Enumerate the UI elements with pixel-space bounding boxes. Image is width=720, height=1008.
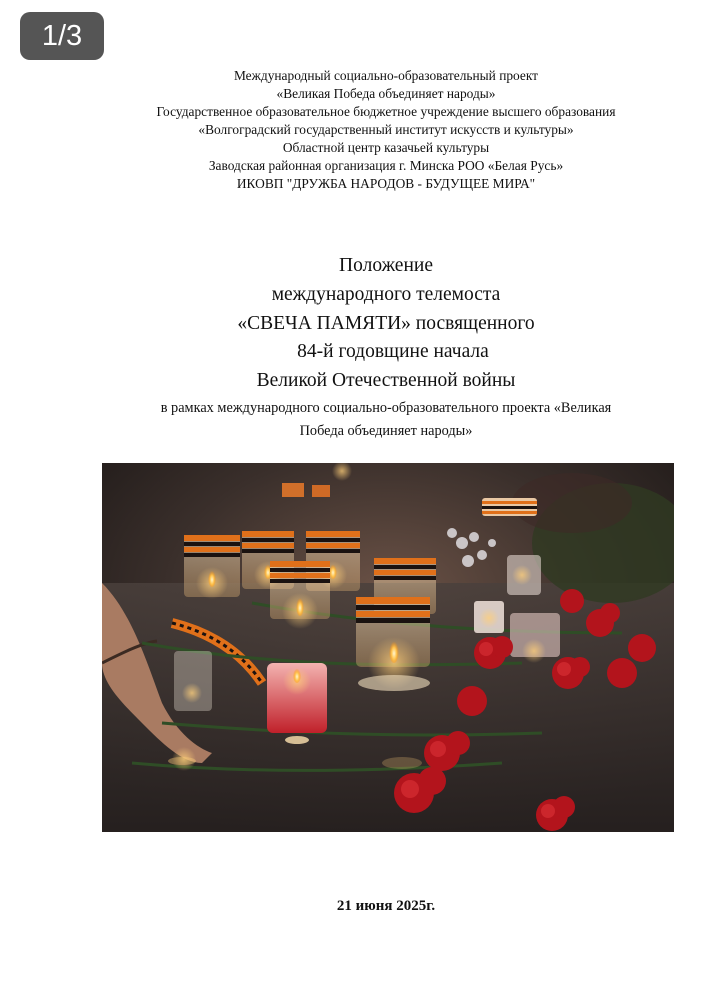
document-date: 21 июня 2025г. <box>336 898 436 914</box>
org-line-5: Областной центр казачьей культуры <box>282 140 490 155</box>
title-line-2: международного телемоста <box>271 283 501 305</box>
org-line-6: Заводская районная организация г. Минска РОО «Белая Русь» <box>208 158 564 173</box>
title-line-1: Положение <box>339 255 433 276</box>
org-line-3: Государственное образовательное бюджетное учреждение высшего образования <box>156 104 616 119</box>
title-line-5: Великой Отечественной войны <box>256 370 516 392</box>
memorial-candles-photo <box>102 463 674 832</box>
subtitle-line-2: Победа объединяет народы» <box>299 423 473 439</box>
document-subtitle <box>100 397 672 443</box>
title-line-3: «СВЕЧА ПАМЯТИ» посвященного <box>237 312 535 334</box>
org-line-4: «Волгоградский государственный институт искусств и культуры» <box>198 122 574 137</box>
page-indicator-badge: 1/3 <box>20 12 104 60</box>
org-line-1: Международный социально-образовательный проект <box>233 68 539 83</box>
org-line-7: ИКОВП "ДРУЖБА НАРОДОВ - БУДУЩЕЕ МИРА" <box>236 176 536 191</box>
organizations-header <box>100 67 672 193</box>
document-title <box>90 252 682 396</box>
org-line-2: «Великая Победа объединяет народы» <box>276 86 496 101</box>
subtitle-line-1: в рамках международного социально-образовательного проекта «Великая <box>160 400 612 416</box>
title-line-4: 84-й годовщине начала <box>297 341 489 363</box>
